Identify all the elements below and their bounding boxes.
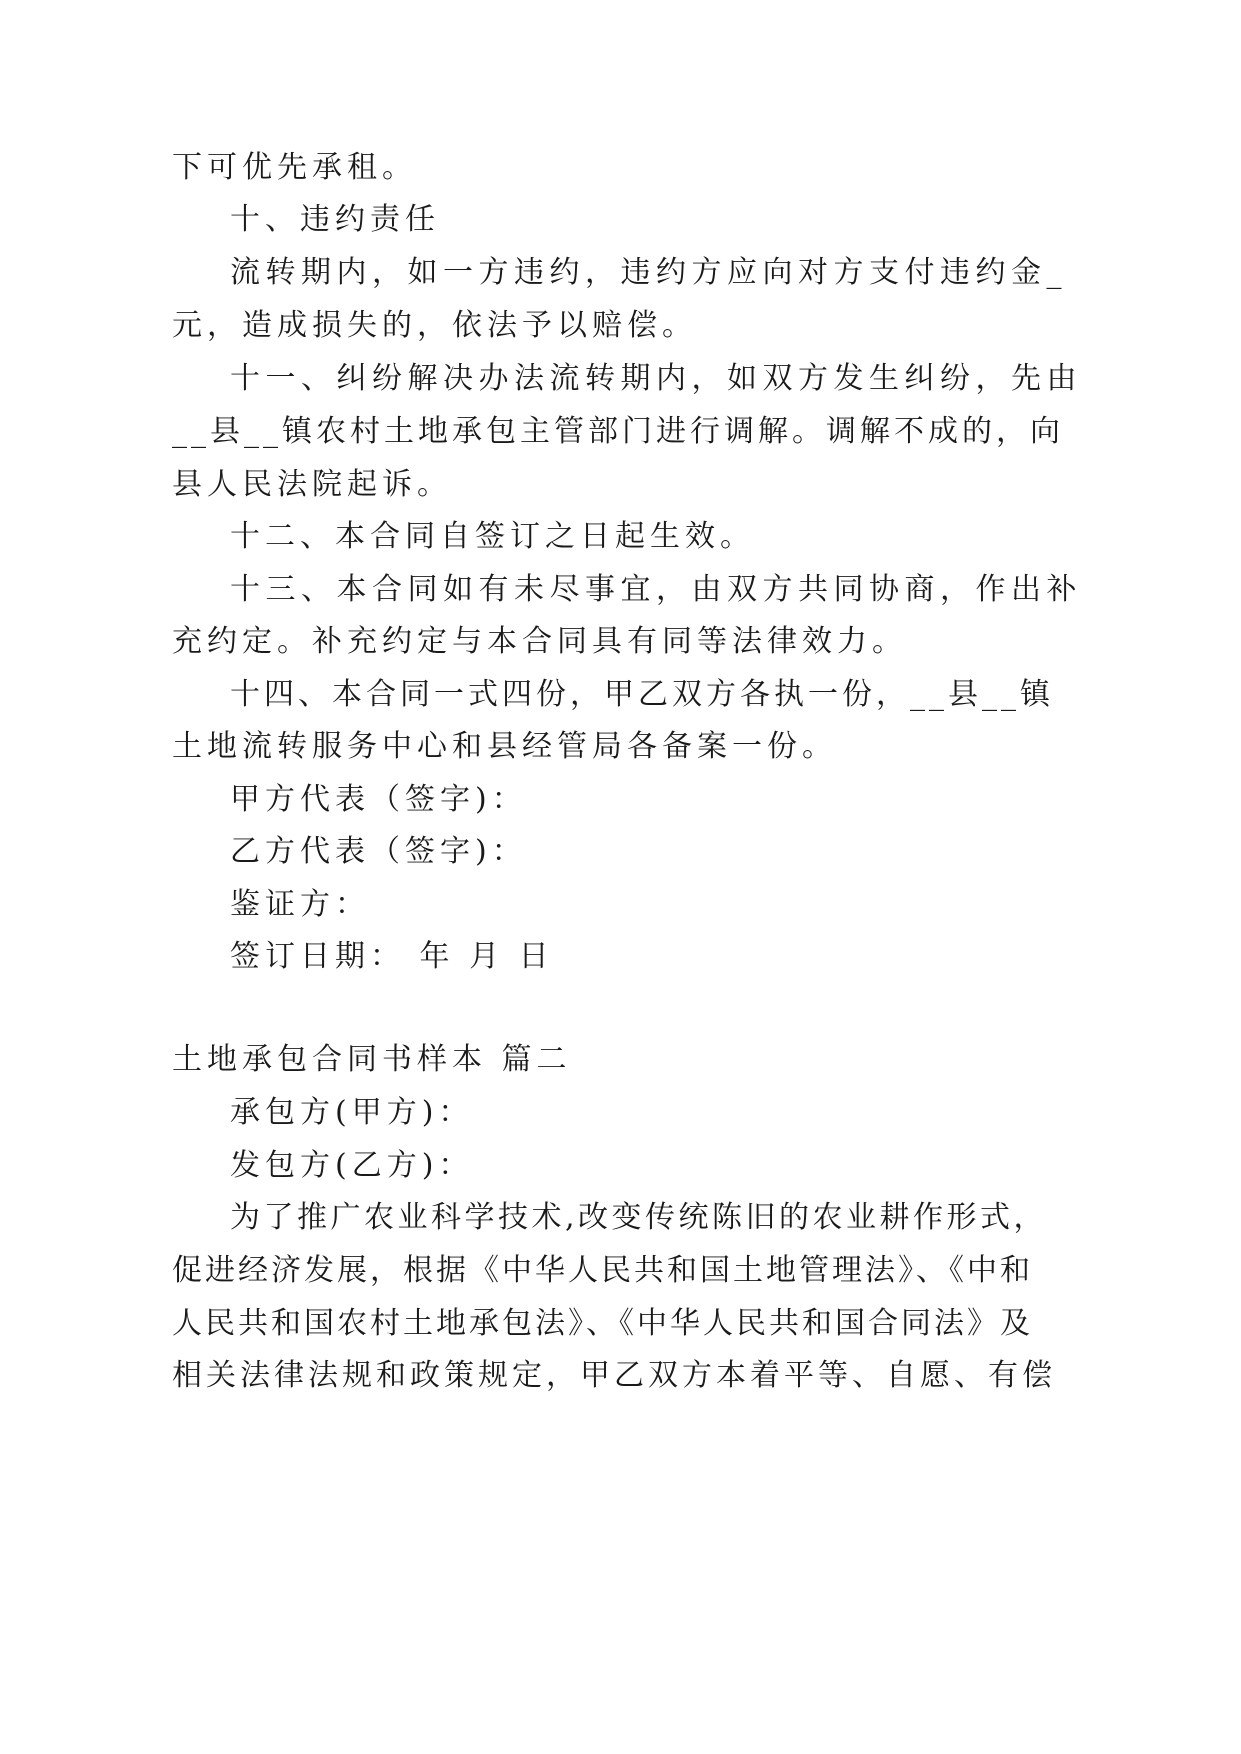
signing-date: 签订日期： 年 月 日 [230,939,554,974]
paragraph-line: 相关法律法规和政策规定，甲乙双方本着平等、自愿、有偿 [172,1358,1056,1393]
paragraph-line: 土地流转服务中心和县经管局各备案一份。 [172,729,837,764]
section-heading: 十二、本合同自签订之日起生效。 [230,519,755,554]
paragraph-line: 县人民法院起诉。 [172,467,452,502]
signature-party-a: 甲方代表（签字)： [230,782,527,817]
paragraph-line: 下可优先承租。 [172,150,417,185]
section-heading: 十三、本合同如有未尽事宜，由双方共同协商，作出补 [230,572,1082,607]
section-heading: 十、违约责任 [230,202,440,237]
paragraph-line: 促进经济发展，根据《中华人民共和国土地管理法》、《中和 [172,1253,1033,1288]
witness-line: 鉴证方： [230,887,370,922]
signature-party-b: 乙方代表（签字)： [230,834,527,869]
paragraph-line: 人民共和国农村土地承包法》、《中华人民共和国合同法》及 [172,1306,1033,1341]
contractor-line: 承包方(甲方)： [230,1095,474,1130]
section-heading: 十一、纠纷解决办法流转期内，如双方发生纠纷，先由 [230,361,1082,396]
paragraph-line: 为了推广农业科学技术,改变传统陈旧的农业耕作形式， [230,1200,1048,1235]
document-section-title: 土地承包合同书样本 篇二 [172,1042,572,1077]
paragraph-line: __县__镇农村土地承包主管部门进行调解。调解不成的，向 [172,414,1064,449]
paragraph-line: 充约定。补充约定与本合同具有同等法律效力。 [172,624,907,659]
paragraph-line: 流转期内，如一方违约，违约方应向对方支付违约金_ [230,255,1067,290]
employer-line: 发包方(乙方)： [230,1148,474,1183]
section-heading: 十四、本合同一式四份，甲乙双方各执一份，__县__镇 [230,677,1054,712]
paragraph-line: 元，造成损失的，依法予以赔偿。 [172,308,697,343]
